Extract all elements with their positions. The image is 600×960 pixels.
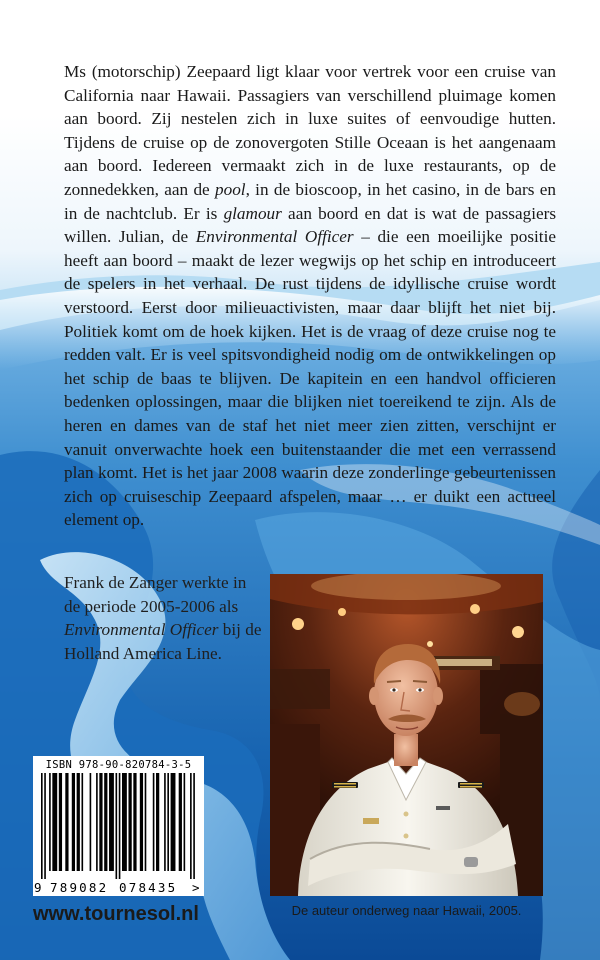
barcode-bar bbox=[190, 773, 192, 879]
isbn-barcode bbox=[33, 756, 204, 896]
author-bio-text-2: bij de Holland America Line. bbox=[64, 620, 262, 663]
barcode-bar bbox=[99, 773, 102, 871]
photo-caption: De auteur onderweg naar Hawaii, 2005. bbox=[291, 903, 522, 918]
blurb-text-4: – die een moeilijke positie heeft aan boord – maakt de lezer wegwijs op het schip en introduceert de spelers in het verhaal. De rust tijdens de idyllische cruise wordt verstoord. Eerst door milieuactivisten, maar daar blijft het niet bij. Politiek komt om de hoek kijken. Het is de vraag of deze cruise nog te redden valt. Er is veel spitsvondigheid nodig om de ontwikkelingen op het schip de baas te blijven. De kapitein en een handvol officieren bedenken oplossingen, maar die blijken niet toereikend te zijn. Als de heren en dames van de staf het niet meer zien zitten, verschijnt er vanuit onverwachte hoek een buitenstaander die met een verrassend plan komt. Het is het jaar 2008 waarin deze zonderlinge gebeurtenissen zich op cruiseschip Zeepaard afspelen, maar … er duikt een actueel element op. bbox=[64, 227, 556, 530]
blurb-text-1: Ms (motorschip) Zeepaard ligt klaar voor vertrek voor een cruise van California naar Hawaii. Passagiers van verschillend pluimage komen aan boord. Zij nestelen zich in luxe suites of eenvoudige hutten. Tijdens de cruise op de zonovergoten Stille Oceaan is het aangenaam aan boord. Iedereen vermaakt zich in de luxe restaurants, op de zonnedekken, aan de bbox=[64, 62, 556, 199]
barcode-bar bbox=[167, 773, 169, 871]
barcode-bar bbox=[104, 773, 107, 871]
barcode-bar bbox=[116, 773, 118, 879]
ean-right-group: 078435 bbox=[119, 880, 178, 895]
barcode-bars bbox=[39, 773, 199, 879]
author-bio-italic: Environmental Officer bbox=[64, 620, 219, 640]
isbn-label: ISBN 978-90-820784-3-5 bbox=[45, 759, 192, 771]
barcode-bar bbox=[72, 773, 75, 871]
barcode-bar bbox=[133, 773, 136, 871]
ean-quiet-mark: > bbox=[192, 880, 200, 895]
barcode-bar bbox=[65, 773, 68, 871]
barcode-bar bbox=[153, 773, 155, 871]
barcode-bar bbox=[90, 773, 92, 871]
barcode-bar bbox=[77, 773, 80, 871]
blurb-text-2: , in de bioscoop, in het casino, in de bars en in de nachtclub. Er is bbox=[64, 179, 556, 223]
barcode-bar bbox=[44, 773, 46, 879]
barcode-bar bbox=[49, 773, 51, 871]
ean-first-digit: 9 bbox=[34, 880, 42, 895]
barcode-bar bbox=[128, 773, 131, 871]
ean-left-group: 789082 bbox=[50, 880, 109, 895]
barcode-bar bbox=[52, 773, 57, 871]
blurb-text-3: aan boord en dat is wat de passagiers willen. Julian, de bbox=[64, 203, 557, 247]
author-photo bbox=[270, 574, 543, 896]
blurb-italic-pool: pool bbox=[215, 179, 246, 199]
barcode-bar bbox=[164, 773, 166, 871]
author-bio bbox=[64, 571, 264, 665]
barcode-bar bbox=[122, 773, 127, 871]
barcode-bar bbox=[184, 773, 186, 871]
back-cover-blurb bbox=[64, 60, 556, 532]
blurb-italic-glamour: glamour bbox=[223, 203, 282, 223]
barcode-bar bbox=[109, 773, 114, 871]
barcode-bar bbox=[156, 773, 159, 871]
blurb-italic-environmental-officer: Environmental Officer bbox=[195, 227, 354, 247]
barcode-bar bbox=[119, 773, 121, 879]
barcode-bar bbox=[140, 773, 143, 871]
barcode-bar bbox=[59, 773, 62, 871]
barcode-bar bbox=[82, 773, 84, 871]
barcode-bar bbox=[41, 773, 43, 879]
barcode-bar bbox=[145, 773, 147, 871]
barcode-bar bbox=[179, 773, 182, 871]
author-bio-text-1: Frank de Zanger werkte in de periode 2005-2006 als bbox=[64, 573, 247, 616]
barcode-bar bbox=[96, 773, 98, 871]
barcode-bar bbox=[171, 773, 176, 871]
publisher-website[interactable]: www.tournesol.nl bbox=[33, 903, 199, 925]
barcode-bar bbox=[193, 773, 195, 879]
